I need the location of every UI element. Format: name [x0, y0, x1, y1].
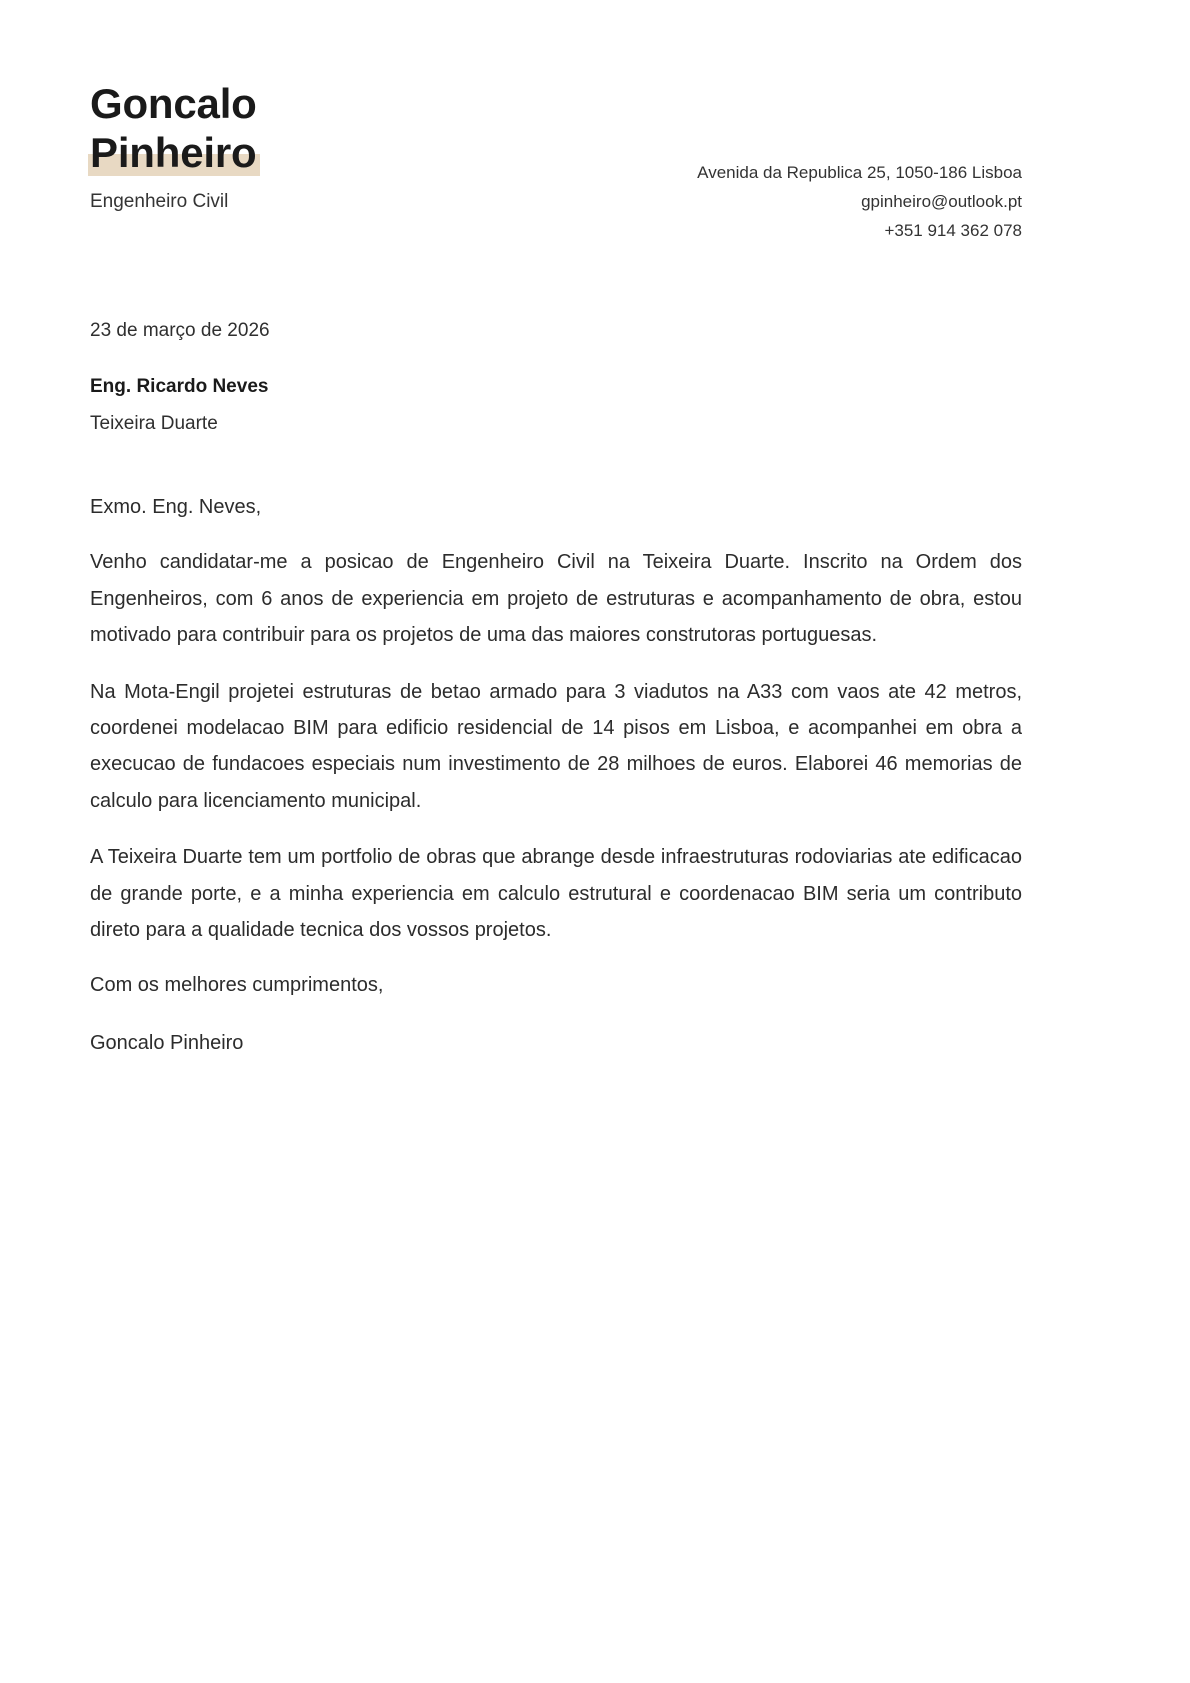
closing-line: Com os melhores cumprimentos, — [90, 974, 384, 997]
sender-first-name: Goncalo — [90, 80, 257, 127]
letter-date: 23 de março de 2026 — [90, 319, 270, 341]
letter-header — [90, 78, 1022, 246]
recipient-name: Eng. Ricardo Neves — [90, 376, 269, 398]
recipient-company: Teixeira Duarte — [90, 412, 218, 434]
signature-name: Goncalo Pinheiro — [90, 1032, 244, 1055]
body-paragraph: A Teixeira Duarte tem um portfolio de obras que abrange desde infraestruturas rodoviarias ate edificacao de grande porte, e a minha experiencia em calculo estrutural e coordenacao BIM seria um contributo direto para a qualidade tecnica dos vossos projetos. — [90, 846, 1022, 941]
contact-phone[interactable]: +351 914 362 078 — [884, 221, 1022, 241]
sender-contact-block — [530, 78, 1022, 246]
sender-last-name-row — [90, 127, 530, 178]
sender-job-title: Engenheiro Civil — [90, 191, 229, 213]
salutation: Exmo. Eng. Neves, — [90, 496, 262, 519]
sender-identity — [90, 78, 530, 215]
contact-address: Avenida da Republica 25, 1050-186 Lisboa — [697, 163, 1022, 182]
body-paragraph: Na Mota-Engil projetei estruturas de betao armado para 3 viadutos na A33 com vaos ate 42 metros, coordenei modelacao BIM para edificio residencial de 14 pisos em Lisboa, e acompanhei em obra a execucao de fundacoes especiais num investimento de 28 milhoes de euros. Elaborei 46 memorias de calculo para licenciamento municipal. — [90, 680, 1022, 812]
sender-last-name: Pinheiro — [88, 129, 260, 176]
letter-body — [90, 493, 1022, 1058]
letter-meta — [90, 318, 1022, 438]
body-paragraph: Venho candidatar-me a posicao de Engenheiro Civil na Teixeira Duarte. Inscrito na Ordem dos Engenheiros, com 6 anos de experiencia em projeto de estruturas e acompanhamento de obra, estou motivado para contribuir para os projetos de uma das maiores construtoras portuguesas. — [90, 551, 1022, 647]
contact-email[interactable]: gpinheiro@outlook.pt — [861, 192, 1022, 212]
